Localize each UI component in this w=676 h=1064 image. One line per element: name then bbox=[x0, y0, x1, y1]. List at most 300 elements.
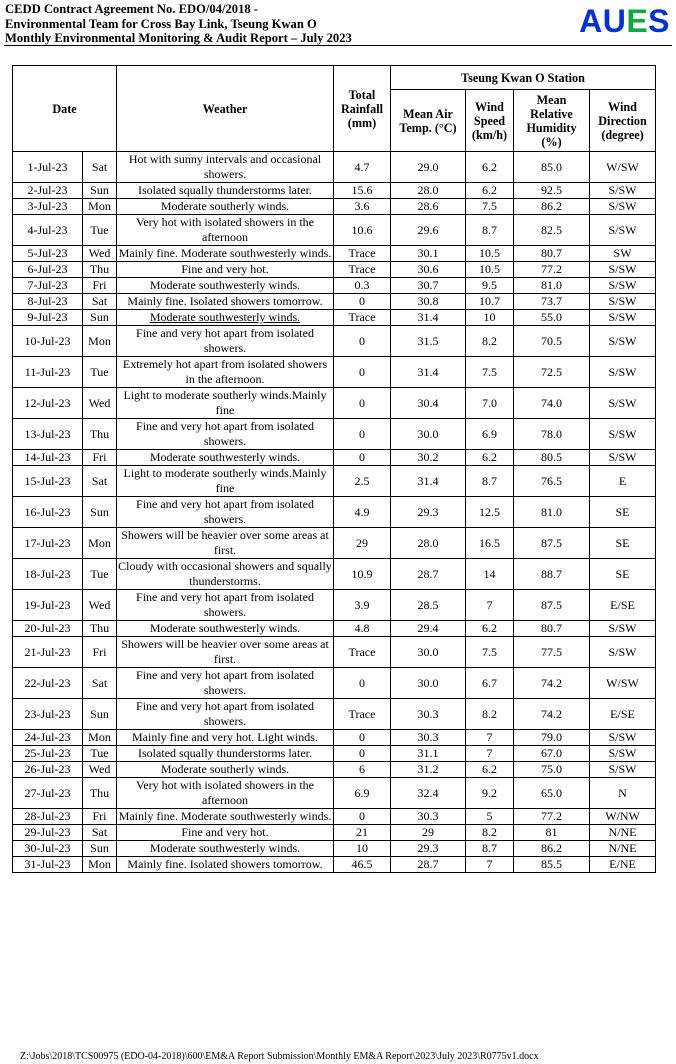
wind-direction-cell: E bbox=[590, 466, 656, 497]
wind-direction-cell: W/SW bbox=[590, 152, 656, 183]
humidity-cell: 70.5 bbox=[514, 326, 590, 357]
table-row bbox=[13, 809, 656, 825]
rainfall-cell: 6 bbox=[334, 762, 391, 778]
rainfall-cell: 0 bbox=[334, 730, 391, 746]
day-cell: Sat bbox=[83, 152, 117, 183]
temp-cell: 28.6 bbox=[391, 199, 466, 215]
temp-cell: 28.0 bbox=[391, 528, 466, 559]
wind-direction-cell: S/SW bbox=[590, 262, 656, 278]
aues-logo bbox=[579, 3, 670, 39]
weather-cell: Fine and very hot apart from isolated showers. bbox=[117, 668, 334, 699]
humidity-cell: 80.7 bbox=[514, 621, 590, 637]
day-cell: Fri bbox=[83, 637, 117, 668]
date-cell: 23-Jul-23 bbox=[13, 699, 83, 730]
humidity-cell: 67.0 bbox=[514, 746, 590, 762]
wind-speed-cell: 12.5 bbox=[466, 497, 514, 528]
weather-cell: Moderate southwesterly winds. bbox=[117, 278, 334, 294]
date-cell: 4-Jul-23 bbox=[13, 215, 83, 246]
humidity-cell: 85.0 bbox=[514, 152, 590, 183]
humidity-cell: 76.5 bbox=[514, 466, 590, 497]
temp-cell: 30.8 bbox=[391, 294, 466, 310]
humidity-cell: 81.0 bbox=[514, 497, 590, 528]
date-cell: 10-Jul-23 bbox=[13, 326, 83, 357]
temp-cell: 30.0 bbox=[391, 637, 466, 668]
logo-letter-s: S bbox=[648, 3, 670, 39]
table-row bbox=[13, 590, 656, 621]
wind-direction-cell: S/SW bbox=[590, 294, 656, 310]
table-row bbox=[13, 746, 656, 762]
day-cell: Mon bbox=[83, 199, 117, 215]
rainfall-cell: 3.6 bbox=[334, 199, 391, 215]
wind-speed-cell: 6.2 bbox=[466, 621, 514, 637]
date-cell: 21-Jul-23 bbox=[13, 637, 83, 668]
humidity-cell: 55.0 bbox=[514, 310, 590, 326]
weather-cell: Extremely hot apart from isolated showers in the afternoon. bbox=[117, 357, 334, 388]
table-row bbox=[13, 357, 656, 388]
date-cell: 19-Jul-23 bbox=[13, 590, 83, 621]
wind-speed-cell: 5 bbox=[466, 809, 514, 825]
table-row bbox=[13, 497, 656, 528]
wind-direction-cell: S/SW bbox=[590, 278, 656, 294]
wind-speed-cell: 8.7 bbox=[466, 215, 514, 246]
date-cell: 11-Jul-23 bbox=[13, 357, 83, 388]
humidity-cell: 74.2 bbox=[514, 668, 590, 699]
rainfall-cell: 10 bbox=[334, 841, 391, 857]
rainfall-cell: Trace bbox=[334, 246, 391, 262]
wind-speed-cell: 10.5 bbox=[466, 246, 514, 262]
weather-cell: Isolated squally thunderstorms later. bbox=[117, 183, 334, 199]
table-row bbox=[13, 215, 656, 246]
rainfall-cell: 0 bbox=[334, 357, 391, 388]
table-row bbox=[13, 825, 656, 841]
wind-speed-cell: 6.2 bbox=[466, 450, 514, 466]
rainfall-cell: 0 bbox=[334, 294, 391, 310]
header-humidity: Mean Relative Humidity (%) bbox=[514, 90, 590, 152]
wind-direction-cell: S/SW bbox=[590, 326, 656, 357]
table-row bbox=[13, 294, 656, 310]
wind-direction-cell: S/SW bbox=[590, 310, 656, 326]
rainfall-cell: 4.7 bbox=[334, 152, 391, 183]
table-row bbox=[13, 466, 656, 497]
weather-table bbox=[12, 65, 656, 873]
wind-speed-cell: 10.7 bbox=[466, 294, 514, 310]
wind-direction-cell: S/SW bbox=[590, 450, 656, 466]
wind-speed-cell: 6.2 bbox=[466, 183, 514, 199]
temp-cell: 30.2 bbox=[391, 450, 466, 466]
temp-cell: 29 bbox=[391, 825, 466, 841]
date-cell: 17-Jul-23 bbox=[13, 528, 83, 559]
header-weather: Weather bbox=[117, 66, 334, 152]
logo-letter-u: U bbox=[602, 3, 627, 39]
humidity-cell: 82.5 bbox=[514, 215, 590, 246]
humidity-cell: 65.0 bbox=[514, 778, 590, 809]
wind-direction-cell: S/SW bbox=[590, 419, 656, 450]
date-cell: 24-Jul-23 bbox=[13, 730, 83, 746]
wind-direction-cell: N/NE bbox=[590, 841, 656, 857]
rainfall-cell: Trace bbox=[334, 262, 391, 278]
rainfall-cell: 0 bbox=[334, 746, 391, 762]
weather-cell: Mainly fine. Moderate southwesterly winds. bbox=[117, 246, 334, 262]
day-cell: Thu bbox=[83, 621, 117, 637]
header-line-2: Environmental Team for Cross Bay Link, Tseung Kwan O bbox=[5, 16, 317, 31]
day-cell: Sat bbox=[83, 466, 117, 497]
wind-direction-cell: SW bbox=[590, 246, 656, 262]
table-row bbox=[13, 246, 656, 262]
rainfall-cell: Trace bbox=[334, 699, 391, 730]
rainfall-cell: 3.9 bbox=[334, 590, 391, 621]
day-cell: Fri bbox=[83, 809, 117, 825]
wind-direction-cell: S/SW bbox=[590, 762, 656, 778]
wind-direction-cell: N/NE bbox=[590, 825, 656, 841]
header-wind-direction: Wind Direction (degree) bbox=[590, 90, 656, 152]
temp-cell: 30.7 bbox=[391, 278, 466, 294]
humidity-cell: 80.5 bbox=[514, 450, 590, 466]
wind-speed-cell: 7 bbox=[466, 746, 514, 762]
humidity-cell: 72.5 bbox=[514, 357, 590, 388]
wind-speed-cell: 7 bbox=[466, 590, 514, 621]
date-cell: 22-Jul-23 bbox=[13, 668, 83, 699]
rainfall-cell: 0 bbox=[334, 419, 391, 450]
date-cell: 26-Jul-23 bbox=[13, 762, 83, 778]
weather-cell: Fine and very hot apart from isolated showers. bbox=[117, 590, 334, 621]
temp-cell: 29.0 bbox=[391, 152, 466, 183]
date-cell: 25-Jul-23 bbox=[13, 746, 83, 762]
temp-cell: 31.1 bbox=[391, 746, 466, 762]
day-cell: Thu bbox=[83, 419, 117, 450]
wind-speed-cell: 8.2 bbox=[466, 699, 514, 730]
humidity-cell: 87.5 bbox=[514, 528, 590, 559]
day-cell: Sun bbox=[83, 699, 117, 730]
date-cell: 18-Jul-23 bbox=[13, 559, 83, 590]
table-row bbox=[13, 857, 656, 873]
rainfall-cell: 0 bbox=[334, 388, 391, 419]
table-row bbox=[13, 778, 656, 809]
humidity-cell: 86.2 bbox=[514, 199, 590, 215]
temp-cell: 31.4 bbox=[391, 310, 466, 326]
table-row bbox=[13, 621, 656, 637]
weather-table-body bbox=[13, 152, 656, 873]
temp-cell: 28.5 bbox=[391, 590, 466, 621]
wind-speed-cell: 10.5 bbox=[466, 262, 514, 278]
day-cell: Mon bbox=[83, 857, 117, 873]
rainfall-cell: 10.6 bbox=[334, 215, 391, 246]
file-path-footer: Z:\Jobs\2018\TCS00975 (EDO-04-2018)\600\EM&A Report Submission\Monthly EM&A Report\2023\July 2023\R0775v1.docx bbox=[20, 1051, 539, 1062]
temp-cell: 30.0 bbox=[391, 419, 466, 450]
table-row bbox=[13, 183, 656, 199]
humidity-cell: 88.7 bbox=[514, 559, 590, 590]
temp-cell: 29.3 bbox=[391, 841, 466, 857]
report-header bbox=[5, 2, 352, 46]
date-cell: 12-Jul-23 bbox=[13, 388, 83, 419]
weather-cell: Very hot with isolated showers in the afternoon bbox=[117, 215, 334, 246]
wind-direction-cell: S/SW bbox=[590, 183, 656, 199]
rainfall-cell: 4.8 bbox=[334, 621, 391, 637]
table-row bbox=[13, 637, 656, 668]
day-cell: Tue bbox=[83, 215, 117, 246]
day-cell: Wed bbox=[83, 590, 117, 621]
date-cell: 13-Jul-23 bbox=[13, 419, 83, 450]
wind-speed-cell: 10 bbox=[466, 310, 514, 326]
temp-cell: 29.3 bbox=[391, 497, 466, 528]
day-cell: Sun bbox=[83, 183, 117, 199]
wind-speed-cell: 16.5 bbox=[466, 528, 514, 559]
date-cell: 1-Jul-23 bbox=[13, 152, 83, 183]
temp-cell: 31.4 bbox=[391, 466, 466, 497]
wind-direction-cell: S/SW bbox=[590, 621, 656, 637]
humidity-cell: 80.7 bbox=[514, 246, 590, 262]
date-cell: 5-Jul-23 bbox=[13, 246, 83, 262]
humidity-cell: 79.0 bbox=[514, 730, 590, 746]
day-cell: Sat bbox=[83, 294, 117, 310]
weather-cell: Moderate southerly winds. bbox=[117, 762, 334, 778]
humidity-cell: 75.0 bbox=[514, 762, 590, 778]
header-rainfall: Total Rainfall (mm) bbox=[334, 66, 391, 152]
humidity-cell: 92.5 bbox=[514, 183, 590, 199]
humidity-cell: 85.5 bbox=[514, 857, 590, 873]
temp-cell: 28.7 bbox=[391, 559, 466, 590]
humidity-cell: 87.5 bbox=[514, 590, 590, 621]
rainfall-cell: 2.5 bbox=[334, 466, 391, 497]
weather-cell: Fine and very hot apart from isolated showers. bbox=[117, 419, 334, 450]
wind-speed-cell: 7.5 bbox=[466, 637, 514, 668]
weather-cell: Mainly fine. Isolated showers tomorrow. bbox=[117, 294, 334, 310]
rainfall-cell: 15.6 bbox=[334, 183, 391, 199]
weather-cell: Moderate southwesterly winds. bbox=[117, 841, 334, 857]
date-cell: 15-Jul-23 bbox=[13, 466, 83, 497]
date-cell: 2-Jul-23 bbox=[13, 183, 83, 199]
humidity-cell: 73.7 bbox=[514, 294, 590, 310]
wind-speed-cell: 6.7 bbox=[466, 668, 514, 699]
humidity-cell: 77.2 bbox=[514, 809, 590, 825]
wind-direction-cell: SE bbox=[590, 497, 656, 528]
temp-cell: 30.4 bbox=[391, 388, 466, 419]
wind-speed-cell: 6.2 bbox=[466, 762, 514, 778]
temp-cell: 31.4 bbox=[391, 357, 466, 388]
rainfall-cell: 0 bbox=[334, 668, 391, 699]
table-row bbox=[13, 152, 656, 183]
weather-cell: Mainly fine. Moderate southwesterly winds. bbox=[117, 809, 334, 825]
day-cell: Wed bbox=[83, 388, 117, 419]
weather-cell: Cloudy with occasional showers and squally thunderstorms. bbox=[118, 559, 332, 588]
weather-cell: Fine and very hot. bbox=[117, 262, 334, 278]
humidity-cell: 74.0 bbox=[514, 388, 590, 419]
date-cell: 29-Jul-23 bbox=[13, 825, 83, 841]
weather-cell: Very hot with isolated showers in the afternoon bbox=[117, 778, 334, 809]
wind-direction-cell: S/SW bbox=[590, 357, 656, 388]
wind-speed-cell: 9.2 bbox=[466, 778, 514, 809]
day-cell: Mon bbox=[83, 528, 117, 559]
header-line-1: CEDD Contract Agreement No. EDO/04/2018 - bbox=[5, 2, 259, 16]
rainfall-cell: 0 bbox=[334, 809, 391, 825]
rainfall-cell: 29 bbox=[334, 528, 391, 559]
day-cell: Sat bbox=[83, 668, 117, 699]
table-row bbox=[13, 699, 656, 730]
wind-speed-cell: 8.2 bbox=[466, 326, 514, 357]
wind-direction-cell: S/SW bbox=[590, 637, 656, 668]
date-cell: 16-Jul-23 bbox=[13, 497, 83, 528]
humidity-cell: 77.2 bbox=[514, 262, 590, 278]
date-cell: 30-Jul-23 bbox=[13, 841, 83, 857]
day-cell: Wed bbox=[83, 762, 117, 778]
date-cell: 3-Jul-23 bbox=[13, 199, 83, 215]
weather-cell: Light to moderate southerly winds.Mainly fine bbox=[117, 466, 334, 497]
rainfall-cell: 21 bbox=[334, 825, 391, 841]
day-cell: Fri bbox=[83, 278, 117, 294]
temp-cell: 30.1 bbox=[391, 246, 466, 262]
weather-cell: Moderate southwesterly winds. bbox=[117, 310, 334, 326]
date-cell: 28-Jul-23 bbox=[13, 809, 83, 825]
table-row bbox=[13, 278, 656, 294]
temp-cell: 30.0 bbox=[391, 668, 466, 699]
table-row bbox=[13, 388, 656, 419]
wind-speed-cell: 9.5 bbox=[466, 278, 514, 294]
weather-cell: Light to moderate southerly winds.Mainly fine bbox=[117, 388, 334, 419]
header-wind-speed: Wind Speed (km/h) bbox=[466, 90, 514, 152]
table-row bbox=[13, 450, 656, 466]
rainfall-cell: 10.9 bbox=[334, 559, 391, 590]
table-row bbox=[13, 559, 656, 590]
weather-cell: Moderate southwesterly winds. bbox=[117, 450, 334, 466]
temp-cell: 28.0 bbox=[391, 183, 466, 199]
wind-speed-cell: 7 bbox=[466, 730, 514, 746]
rainfall-cell: 4.9 bbox=[334, 497, 391, 528]
weather-cell: Hot with sunny intervals and occasional showers. bbox=[117, 152, 334, 183]
wind-speed-cell: 6.9 bbox=[466, 419, 514, 450]
day-cell: Sun bbox=[83, 310, 117, 326]
table-row bbox=[13, 310, 656, 326]
wind-direction-cell: S/SW bbox=[590, 746, 656, 762]
wind-direction-cell: S/SW bbox=[590, 215, 656, 246]
date-cell: 9-Jul-23 bbox=[13, 310, 83, 326]
weather-cell: Showers will be heavier over some areas at first. bbox=[117, 528, 334, 559]
temp-cell: 31.5 bbox=[391, 326, 466, 357]
temp-cell: 29.6 bbox=[391, 215, 466, 246]
table-row bbox=[13, 841, 656, 857]
wind-speed-cell: 6.2 bbox=[466, 152, 514, 183]
table-row bbox=[13, 528, 656, 559]
day-cell: Tue bbox=[83, 746, 117, 762]
wind-direction-cell: E/SE bbox=[590, 590, 656, 621]
date-cell: 6-Jul-23 bbox=[13, 262, 83, 278]
wind-speed-cell: 7.5 bbox=[466, 199, 514, 215]
header-divider bbox=[4, 45, 672, 46]
humidity-cell: 77.5 bbox=[514, 637, 590, 668]
header-date: Date bbox=[13, 66, 117, 152]
weather-cell: Mainly fine and very hot. Light winds. bbox=[117, 730, 334, 746]
rainfall-cell: 0.3 bbox=[334, 278, 391, 294]
weather-cell: Fine and very hot apart from isolated showers. bbox=[117, 497, 334, 528]
wind-direction-cell: SE bbox=[590, 559, 656, 590]
wind-direction-cell: E/SE bbox=[590, 699, 656, 730]
weather-cell: Fine and very hot. bbox=[117, 825, 334, 841]
weather-cell: Fine and very hot apart from isolated showers. bbox=[117, 326, 334, 357]
humidity-cell: 74.2 bbox=[514, 699, 590, 730]
rainfall-cell: Trace bbox=[334, 310, 391, 326]
weather-cell: Moderate southwesterly winds. bbox=[117, 621, 334, 637]
temp-cell: 29.4 bbox=[391, 621, 466, 637]
logo-letter-a: A bbox=[579, 3, 603, 39]
weather-cell: Fine and very hot apart from isolated showers. bbox=[117, 699, 334, 730]
day-cell: Sun bbox=[83, 497, 117, 528]
wind-direction-cell: W/NW bbox=[590, 809, 656, 825]
wind-direction-cell: S/SW bbox=[590, 388, 656, 419]
table-row bbox=[13, 730, 656, 746]
wind-speed-cell: 14 bbox=[466, 559, 514, 590]
day-cell: Sat bbox=[83, 825, 117, 841]
day-cell: Fri bbox=[83, 450, 117, 466]
temp-cell: 28.7 bbox=[391, 857, 466, 873]
rainfall-cell: 6.9 bbox=[334, 778, 391, 809]
date-cell: 27-Jul-23 bbox=[13, 778, 83, 809]
day-cell: Tue bbox=[83, 357, 117, 388]
table-row bbox=[13, 199, 656, 215]
humidity-cell: 78.0 bbox=[514, 419, 590, 450]
temp-cell: 32.4 bbox=[391, 778, 466, 809]
temp-cell: 30.3 bbox=[391, 730, 466, 746]
weather-cell: Showers will be heavier over some areas at first. bbox=[117, 637, 334, 668]
date-cell: 8-Jul-23 bbox=[13, 294, 83, 310]
weather-cell: Moderate southerly winds. bbox=[117, 199, 334, 215]
day-cell: Mon bbox=[83, 326, 117, 357]
rainfall-cell: 46.5 bbox=[334, 857, 391, 873]
day-cell: Thu bbox=[83, 778, 117, 809]
table-row bbox=[13, 262, 656, 278]
wind-direction-cell: S/SW bbox=[590, 199, 656, 215]
rainfall-cell: 0 bbox=[334, 326, 391, 357]
header-temp: Mean Air Temp. (°C) bbox=[391, 90, 466, 152]
date-cell: 31-Jul-23 bbox=[13, 857, 83, 873]
temp-cell: 30.3 bbox=[391, 809, 466, 825]
wind-direction-cell: N bbox=[590, 778, 656, 809]
day-cell: Thu bbox=[83, 262, 117, 278]
wind-speed-cell: 7.0 bbox=[466, 388, 514, 419]
date-cell: 7-Jul-23 bbox=[13, 278, 83, 294]
humidity-cell: 86.2 bbox=[514, 841, 590, 857]
date-cell: 20-Jul-23 bbox=[13, 621, 83, 637]
wind-direction-cell: S/SW bbox=[590, 730, 656, 746]
wind-speed-cell: 8.2 bbox=[466, 825, 514, 841]
wind-speed-cell: 8.7 bbox=[466, 841, 514, 857]
header-station: Tseung Kwan O Station bbox=[391, 66, 656, 90]
table-row bbox=[13, 326, 656, 357]
wind-speed-cell: 7 bbox=[466, 857, 514, 873]
day-cell: Sun bbox=[83, 841, 117, 857]
wind-speed-cell: 7.5 bbox=[466, 357, 514, 388]
rainfall-cell: 0 bbox=[334, 450, 391, 466]
day-cell: Tue bbox=[83, 559, 117, 590]
weather-cell: Isolated squally thunderstorms later. bbox=[117, 746, 334, 762]
wind-speed-cell: 8.7 bbox=[466, 466, 514, 497]
day-cell: Mon bbox=[83, 730, 117, 746]
weather-cell: Mainly fine. Isolated showers tomorrow. bbox=[117, 857, 334, 873]
temp-cell: 30.6 bbox=[391, 262, 466, 278]
header-line-3: Monthly Environmental Monitoring & Audit Report – July 2023 bbox=[5, 31, 352, 46]
temp-cell: 31.2 bbox=[391, 762, 466, 778]
wind-direction-cell: W/SW bbox=[590, 668, 656, 699]
temp-cell: 30.3 bbox=[391, 699, 466, 730]
table-row bbox=[13, 419, 656, 450]
table-row bbox=[13, 762, 656, 778]
rainfall-cell: Trace bbox=[334, 637, 391, 668]
logo-letter-e: E bbox=[626, 3, 649, 39]
day-cell: Wed bbox=[83, 246, 117, 262]
table-row bbox=[13, 668, 656, 699]
humidity-cell: 81 bbox=[514, 825, 590, 841]
wind-direction-cell: E/NE bbox=[590, 857, 656, 873]
humidity-cell: 81.0 bbox=[514, 278, 590, 294]
date-cell: 14-Jul-23 bbox=[13, 450, 83, 466]
wind-direction-cell: SE bbox=[590, 528, 656, 559]
